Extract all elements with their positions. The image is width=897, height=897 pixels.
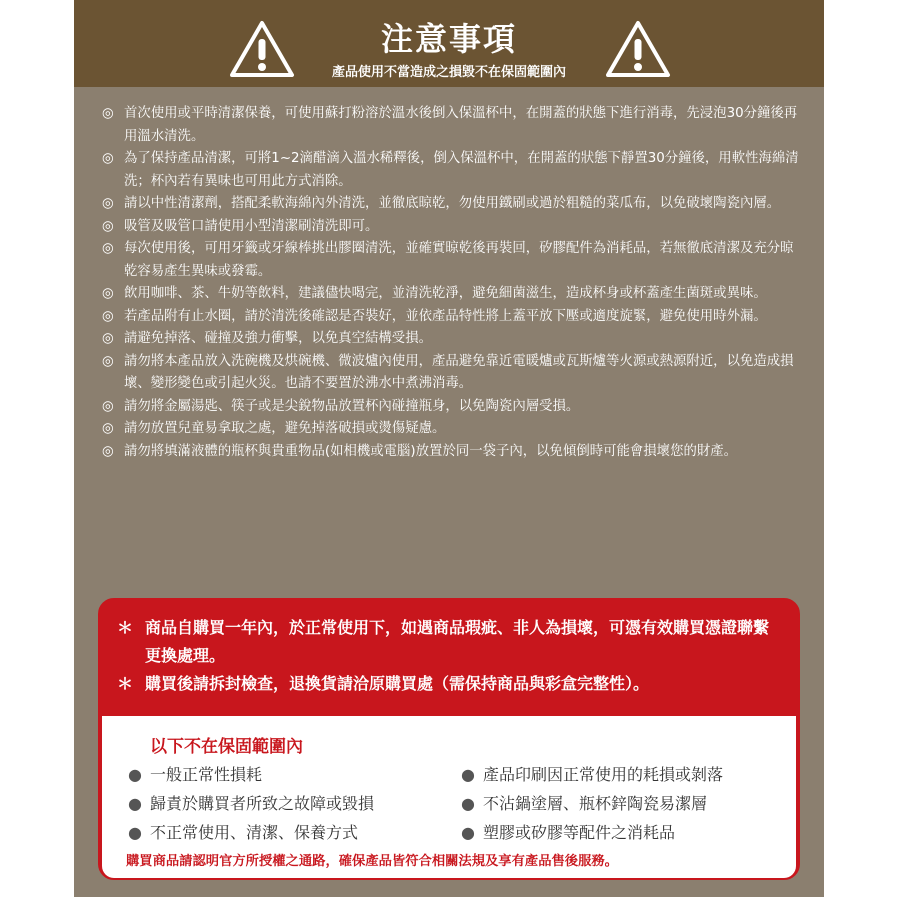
list-item: ◎ 請勿將填滿液體的瓶杯與貴重物品(如相機或電腦)放置於同一袋子內，以免傾倒時可能會損壞您的財產。 [102, 441, 802, 464]
warning-triangle-icon [604, 19, 672, 79]
warranty-term: ＊ 商品自購買一年內，於正常使用下，如遇商品瑕疵、非人為損壞，可憑有效購買憑證聯繫更換處理。 [117, 614, 781, 670]
asterisk-icon: ＊ [117, 674, 134, 693]
list-item: ◎ 請以中性清潔劑，搭配柔軟海綿內外清洗，並徹底晾乾，勿使用鐵刷或過於粗糙的菜瓜布，以免破壞陶瓷內層。 [102, 193, 802, 216]
list-item: ◎ 請勿將金屬湯匙、筷子或是尖銳物品放置杯內碰撞瓶身，以免陶瓷內層受損。 [102, 396, 802, 419]
bullet-circle-icon: ◎ [102, 151, 114, 166]
page-title: 注意事項 [380, 20, 517, 58]
bullet-circle-icon: ◎ [102, 196, 114, 211]
bullet-dot-icon: ● [461, 794, 475, 813]
list-item: ● 一般正常性損耗 [124, 760, 374, 789]
list-item: ◎ 飲用咖啡、茶、牛奶等飲料，建議儘快喝完，並清洗乾淨，避免細菌滋生，造成杯身或杯蓋產生菌斑或異味。 [102, 283, 802, 306]
care-notes-list [102, 103, 802, 463]
list-item: ◎ 請勿放置兒童易拿取之處，避免掉落破損或燙傷疑慮。 [102, 418, 802, 441]
bullet-dot-icon: ● [461, 765, 475, 784]
list-item: ◎ 若產品附有止水圈，請於清洗後確認是否裝好，並依產品特性將上蓋平放下壓或適度旋緊，避免使用時外漏。 [102, 306, 802, 329]
bullet-circle-icon: ◎ [102, 443, 114, 459]
bullet-circle-icon: ◎ [102, 241, 114, 256]
list-item: ● 不沾鍋塗層、瓶杯鋅陶瓷易潔層 [457, 789, 723, 818]
list-item: ● 塑膠或矽膠等配件之消耗品 [457, 818, 723, 847]
list-item: ◎ 吸管及吸管口請使用小型清潔刷清洗即可。 [102, 216, 802, 239]
not-covered-list-right [457, 760, 723, 847]
list-item: ◎ 請避免掉落、碰撞及強力衝擊，以免真空結構受損。 [102, 328, 802, 351]
bullet-dot-icon: ● [128, 823, 142, 842]
authorized-channel-note: 購買商品請認明官方所授權之通路，確保產品皆符合相關法規及享有產品售後服務。 [126, 854, 618, 869]
bullet-circle-icon: ◎ [102, 353, 114, 369]
not-covered-title: 以下不在保固範圍內 [150, 737, 303, 757]
not-covered-box [102, 716, 796, 878]
list-item: ◎ 首次使用或平時清潔保養，可使用蘇打粉溶於溫水後倒入保溫杯中，在開蓋的狀態下進行消毒，先浸泡30分鐘後再用溫水清洗。 [102, 103, 802, 148]
bullet-dot-icon: ● [128, 794, 142, 813]
list-item: ◎ 每次使用後，可用牙籤或牙線棒挑出膠圈清洗，並確實晾乾後再裝回，矽膠配件為消耗品，若無徹底清潔及充分晾乾容易產生異味或發霉。 [102, 238, 802, 283]
bullet-circle-icon: ◎ [102, 106, 114, 121]
warranty-term: ＊ 購買後請拆封檢查，退換貨請洽原購買處（需保持商品與彩盒完整性）。 [117, 670, 781, 698]
bullet-circle-icon: ◎ [102, 218, 114, 234]
list-item: ● 產品印刷因正常使用的耗損或剝落 [457, 760, 723, 789]
not-covered-list-left [124, 760, 374, 847]
bullet-dot-icon: ● [128, 765, 142, 784]
list-item: ● 歸責於購買者所致之故障或毀損 [124, 789, 374, 818]
bullet-circle-icon: ◎ [102, 398, 114, 414]
asterisk-icon: ＊ [117, 618, 134, 637]
notice-header [74, 0, 824, 87]
bullet-circle-icon: ◎ [102, 308, 114, 324]
list-item: ◎ 為了保持產品清潔，可將1~2滴醋滴入溫水稀釋後，倒入保溫杯中，在開蓋的狀態下靜置30分鐘後，用軟性海綿清洗；杯內若有異味也可用此方式消除。 [102, 148, 802, 193]
warranty-box [98, 598, 800, 880]
bullet-circle-icon: ◎ [102, 421, 114, 436]
bullet-dot-icon: ● [461, 823, 475, 842]
bullet-circle-icon: ◎ [102, 286, 114, 301]
warranty-terms [117, 614, 781, 698]
bullet-circle-icon: ◎ [102, 331, 114, 346]
page-subtitle: 產品使用不當造成之損毀不在保固範圍內 [331, 65, 566, 80]
list-item: ● 不正常使用、清潔、保養方式 [124, 818, 374, 847]
list-item: ◎ 請勿將本產品放入洗碗機及烘碗機、微波爐內使用，產品避免靠近電暖爐或瓦斯爐等火源或熱源附近，以免造成損壞、變形變色或引起火災。也請不要置於沸水中煮沸消毒。 [102, 351, 802, 396]
